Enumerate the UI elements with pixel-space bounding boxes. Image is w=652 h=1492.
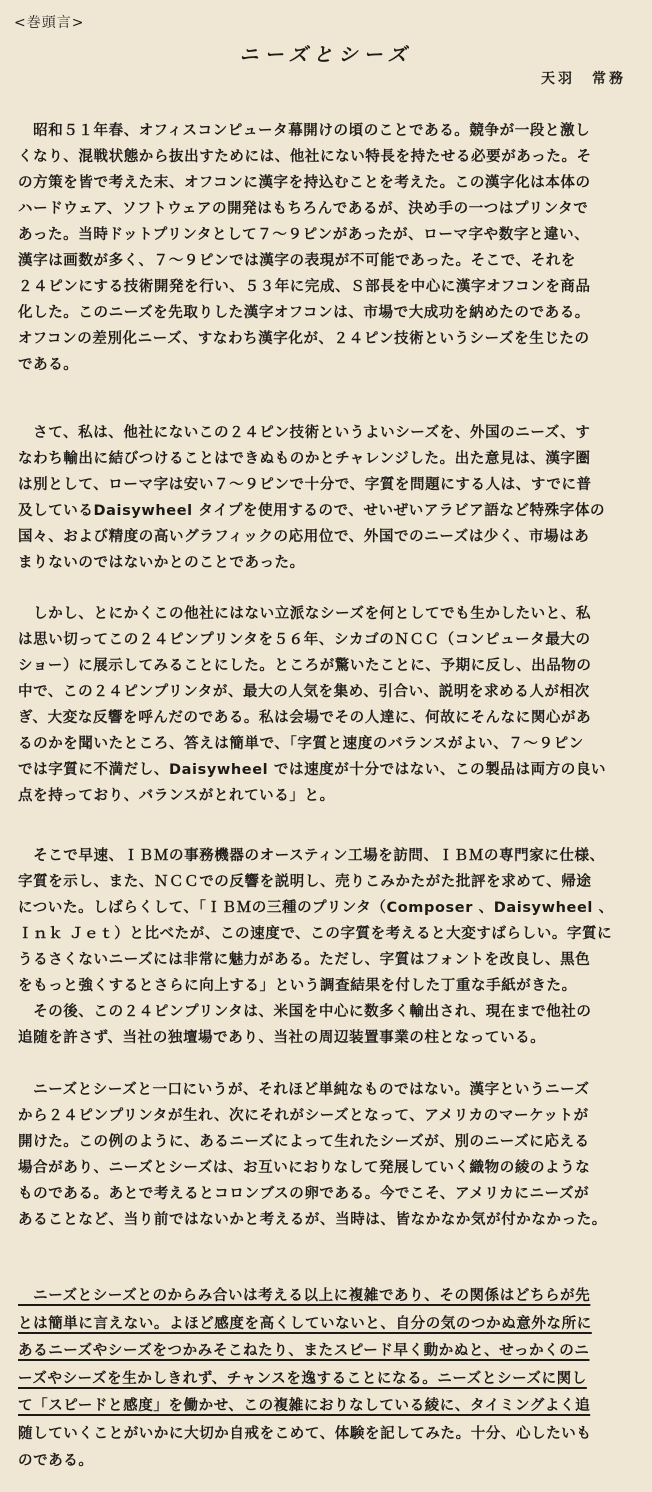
text-line: しかし、とにかくこの他社にはない立派なシーズを何としてでも生かしたいと、私 [18, 606, 592, 622]
text-line: 化した。このニーズを先取りした漢字オフコンは、市場で大成功を納めたのである。 [18, 305, 590, 321]
text-line: では字質に不満だし、Daisywheel では速度が十分ではない、この製品は両方の良い [18, 762, 607, 778]
underlined-line: ーズやシーズを生かしきれず、チャンスを逸することになる。ニーズとシーズに関し [18, 1370, 587, 1387]
text-line: 場合があり、ニーズとシーズは、お互いにおりなして発展していく織物の綾のような [18, 1160, 591, 1176]
text-line: ニーズとシーズと一口にいうが、それほど単純なものではない。漢字というニーズ [18, 1082, 590, 1098]
underlined-line: とは簡単に言えない。よほど感度を高くしていないと、自分の気のつかぬ意外な所に [18, 1315, 592, 1332]
underlined-line: て「スピードと感度」を働かせ、この複雑におりなしている綾に、タイミングよく追 [18, 1398, 591, 1414]
page-title: ニーズとシーズ [239, 44, 413, 66]
text-line: は思い切ってこの２４ピンプリンタを５６年、シカゴのＮＣＣ（コンピュータ最大の [18, 632, 591, 648]
text-line: の方策を皆で考えた末、オフコンに漢字を持込むことを考えた。この漢字化は本体の [18, 175, 591, 191]
text-line: から２４ピンプリンタが生れ、次にそれがシーズとなって、アメリカのマーケットが [18, 1108, 589, 1124]
text-line: 字質を示し、また、ＮＣＣでの反響を説明し、売りこみかたがた批評を求めて、帰途 [18, 874, 592, 890]
text-line: あった。当時ドットプリンタとして７～９ピンがあったが、ローマ字や数字と違い、 [18, 227, 590, 243]
text-line: そこで早速、ＩＢＭの事務機器のオースティン工場を訪問、ＩＢＭの専門家に仕様、 [18, 848, 605, 864]
underlined-line: ニーズとシーズとのからみ合いは考える以上に複雑であり、その関係はどちらが先 [18, 1288, 591, 1304]
paragraph-5 [18, 1077, 638, 1233]
text-line: ぎ、大変な反響を呼んだのである。私は会場でその人達に、何故にそんなに関心があ [18, 710, 592, 726]
text-line: くなり、混戦状態から抜出すためには、他社にない特長を持たせる必要があった。そ [18, 149, 592, 165]
text-line: ショー）に展示してみることにした。ところが驚いたことに、予期に反し、出品物の [18, 658, 592, 674]
text-line: のである。 [18, 1453, 94, 1469]
paragraph-3 [18, 601, 638, 809]
text-line: あることなど、当り前ではないかと考えるが、当時は、皆なかなか気が付かなかった。 [18, 1212, 607, 1228]
text-line: 点を持っており、バランスがとれている」と。 [18, 788, 335, 804]
text-line: その後、この２４ピンプリンタは、米国を中心に数多く輸出され、現在まで他社の [18, 1004, 592, 1020]
text-line: についた。しばらくして、「ＩＢＭの三種のプリンタ（Composer 、Daisywheel 、 [18, 900, 614, 916]
text-line: うるさくないニーズには非常に魅力がある。ただし、字質はフォントを改良し、黒色 [18, 952, 591, 968]
text-line: をもっと強くするとさらに向上する」という調査結果を付した丁重な手紙がきた。 [18, 978, 577, 994]
text-line: 中で、この２４ピンプリンタが、最大の人気を集め、引合い、説明を求める人が相次 [18, 684, 590, 700]
text-line: るのかを聞いたところ、答えは簡単で、「字質と速度のバランスがよい、７～９ピン [18, 736, 584, 752]
author-name: 天羽 常務 [541, 71, 626, 87]
text-line: Ｉｎｋ Ｊｅｔ）と比べたが、この速度で、この字質を考えると大変すばらしい。字質に [18, 926, 613, 942]
paragraph-6 [18, 1283, 638, 1476]
text-line: 及しているDaisywheel タイプを使用するので、せいぜいアラビア語など特殊字体の [18, 503, 606, 519]
text-line: まりないのではないかとのことであった。 [18, 555, 305, 571]
text-line: さて、私は、他社にないこの２４ピン技術というよいシーズを、外国のニーズ、す [18, 425, 591, 441]
text-line: オフコンの差別化ニーズ、すなわち漢字化が、２４ピン技術というシーズを生じたの [18, 331, 590, 347]
text-line: ものである。あとで考えるとコロンブスの卵である。今でこそ、アメリカにニーズが [18, 1186, 590, 1202]
text-line: は別として、ローマ字は安い７～９ピンで十分で、字質を問題にする人は、すでに普 [18, 477, 592, 493]
paragraph-1 [18, 118, 638, 378]
text-line: 随していくことがいかに大切か自戒をこめて、体験を記してみた。十分、心したいも [18, 1425, 592, 1442]
paragraph-4 [18, 843, 638, 1051]
text-line: 国々、および精度の高いグラフィックの応用位で、外国でのニーズは少く、市場はあ [18, 529, 590, 545]
section-label: <巻頭言> [14, 15, 85, 31]
text-line: 追随を許さず、当社の独壇場であり、当社の周辺装置事業の柱となっている。 [18, 1030, 546, 1046]
text-line: ２４ピンにする技術開発を行い、５３年に完成、Ｓ部長を中心に漢字オフコンを商品 [18, 279, 591, 295]
paragraph-2 [18, 420, 638, 576]
underlined-line: あるニーズやシーズをつかみそこねたり、またスピード早く動かぬと、せっかくのニ [18, 1343, 590, 1359]
text-line: ハードウェア、ソフトウェアの開発はもちろんであるが、決め手の一つはプリンタで [18, 201, 589, 217]
text-line: である。 [18, 357, 79, 373]
text-line: 開けた。この例のように、あるニーズによって生れたシーズが、別のニーズに応える [18, 1134, 590, 1150]
text-line: なわち輸出に結びつけることはできぬものかとチャレンジした。出た意見は、漢字圏 [18, 451, 591, 467]
text-line: 漢字は画数が多く、７～９ピンでは漢字の表現が不可能であった。そこで、それを [18, 253, 576, 269]
text-line: 昭和５１年春、オフィスコンピュータ幕開けの頃のことである。競争が一段と激し [18, 123, 591, 139]
